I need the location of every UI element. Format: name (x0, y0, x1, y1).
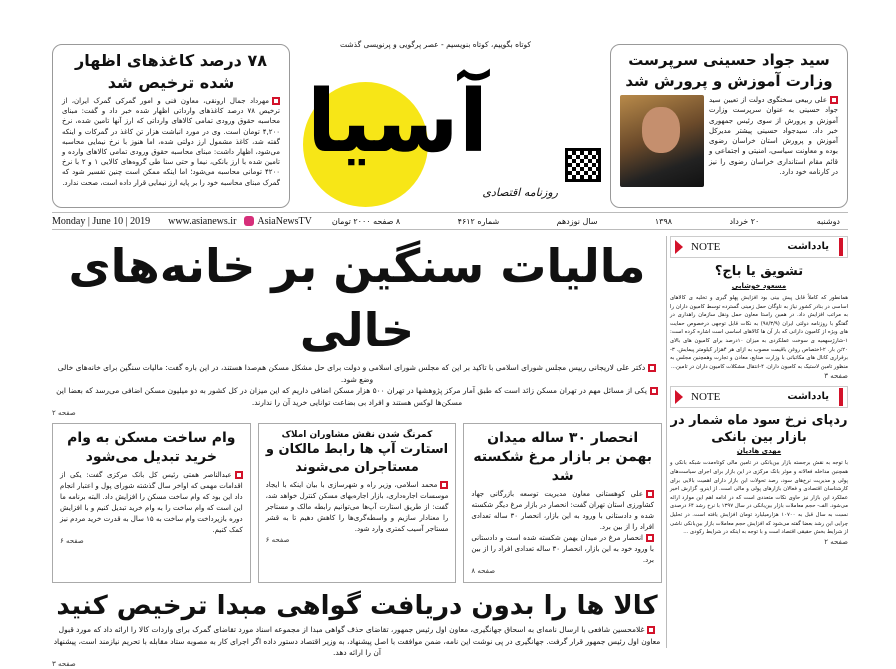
note-author: مهدی هادیان (736, 447, 782, 456)
story-card (258, 423, 457, 583)
top-left-story (52, 44, 290, 208)
story-card (463, 423, 662, 583)
persian-year: ۱۳۹۸ (654, 216, 673, 226)
lead-paragraph: دکتر علی لاریجانی رییس مجلس شورای اسلامی با تاکید بر این که مجلس شورای اسلامی و دولت برای حل مشکل مسکن هم‌صدا هستند، در این باره گفت: مالیات سنگین برای خانه‌های خالی وضع شود. (57, 363, 646, 384)
triangle-icon (675, 390, 683, 404)
story-body: مهرداد جمال ارونقی، معاون فنی و امور گمرکی گمرک ایران، از ترخیص ۷۸ درصد کاغذهای وارداتی اظهار شده خبر داد و گفت: مبنای محاسبه حقوق ورودی تمامی کالاهای وارداتی که ارز آنها تامین شده، نرخ ۴,۲۰۰ تومان است. وی در مورد انباشت هزار تن کاغذ در گمرکات و اینکه گفته شد، کاغذ مشمول ارز دولتی شده، اما هنوز با نرخ نیمایی محاسبه می‌شود، اظهار داشت: مبنای محاسبه حقوق ورودی تمامی کالاهای وارده و تامین شده با ارز بانکی، نیما و حتی سنا طی گروه‌های کالایی ۱ و ۲ با نرخ ۴۲۰۰ تومانی محاسبه می‌شود؛ اما اینکه ممکن است چنین تفسیر شود که گمرک مبنای محاسبه خود را بر پایه ارز نیمایی قرار داده است، صحت ندارد. (62, 97, 280, 187)
note-title: تشویق یا باج؟ (714, 264, 804, 279)
logo: آسیا (306, 72, 489, 172)
dateline (52, 212, 848, 230)
price: ۸ صفحه ۲۰۰۰ تومان (331, 216, 401, 226)
bullet-icon (646, 490, 654, 498)
story-body: محمد اسلامی، وزیر راه و شهرسازی با بیان اینکه با ایجاد موسسات اجاره‌داری، بازار اجاره‌بهای مسکن کنترل خواهد شد، گفت: از طریق استارت آپ‌ها می‌توانیم رابطه مالک و مستاجر را معنادار سازیم و واسطه‌گری‌ها را کاهش دهیم تا به قشر مستاجر آسیب کمتری وارد شود. (265, 481, 449, 533)
note-header (670, 386, 848, 408)
story-title: انحصار ۳۰ ساله میدان بهمن بر بازار مرغ شکسته شد (473, 430, 652, 484)
bottom-headline: کالا ها را بدون دریافت گواهی مبدا ترخیص کنید (56, 591, 658, 621)
page-ref: صفحه ۲ (52, 409, 76, 417)
bottom-paragraph: غلامحسین شافعی با ارسال نامه‌ای به اسحاق جهانگیری، معاون اول رئیس جمهور، تقاضای حذف گواهی مبدا از مجموعه اسناد مورد تقاضای گمرک برای واردات کالا را ارائه داد که مورد قبول معاون اول رئیس جمهور قرار گرفت. جهانگیری در پی نوشت این نامه، ضمن موافقت با اصل پیشنهاد، به وزیر اقتصاد دستور داده اگر اجرای کار به مصوبه ستاد مقابله با تحریم نیازمند است، پیشنهاد آن را ارائه دهد. (53, 625, 661, 657)
story-title: سید جواد حسینی سرپرست وزارت آموزش و پرورش شد (625, 51, 833, 90)
story-kicker: کمرنگ شدن نقش مشاوران املاک (281, 430, 433, 440)
bottom-story (52, 588, 662, 669)
lead-paragraph: یکی از مسائل مهم در تهران مسکن زائد است که طبق آمار مرکز پژوهشها در تهران ۵۰۰ هزار مسکن اضافی داریم که این میزان در کل کشور به دو میلیون مسکن اضافی می‌رسد که بعضا این مسکن‌ها لوکس هستند و افراد بی بضاعت توانایی خرید آن را ندارند. (56, 386, 647, 407)
note-author: مسعود خوشابی (731, 282, 787, 290)
volume: سال نوزدهم (556, 216, 598, 226)
bullet-icon (440, 481, 448, 489)
note-label-en: NOTE (691, 391, 721, 404)
instagram-icon (244, 216, 254, 226)
note-label: یادداشت (787, 388, 843, 406)
note-title: ردپای نرخ سود ماه شمار در بازار بین بانکی (670, 413, 848, 446)
triangle-icon (675, 240, 683, 254)
website-link[interactable]: www.asianews.ir (168, 215, 237, 227)
bullet-icon (648, 364, 656, 372)
story-title: استارت آپ ها رابط مالکان و مستاجران می‌شوند (265, 442, 449, 475)
bullet-icon (650, 387, 658, 395)
bullet-icon (646, 534, 654, 542)
note-label: یادداشت (787, 238, 843, 256)
page-ref: صفحه ۳ (824, 372, 848, 381)
instagram-handle[interactable]: AsiaNewsTV (257, 215, 312, 227)
lead-headline: مالیات سنگین بر خانه‌های خالی (68, 239, 646, 357)
lead-story (52, 234, 662, 418)
english-date: Monday | June 10 | 2019 (52, 215, 151, 227)
page-ref: صفحه ۲ (824, 537, 848, 546)
story-title: وام ساخت مسکن به وام خرید تبدیل می‌شود (67, 430, 236, 465)
qr-code-icon (565, 148, 601, 182)
note-header (670, 236, 848, 258)
note-body: همانطور که کاملاً قابل پیش بینی بود افزایش پهلو گیری و تخلیه ی کالاهای اساسی در بنادر کشور نیاز به ناوگان حمل زمینی گسترده توسط کامیون داران را به مراتب افزایش داد. در همین راستا معاون حمل ونقل سازمان راهداری در گفتگو با روزنامه دولتی ایران (۹۸/۳/۹) به نکات قابل توجهی درخصوص حمایت های ویژه از کامیون دارانی که بار آن ها کالاهای اساسی است اشاره کرده است: ۱-شارژسهمیه ی سوخت عملکردی به میزان ۱۰درصد برای کامیون های بالای ۲۰تن بار. ۲-اختصاص روغن باقیمت مصوب به ازای هر ۴هزار کیلومتر پیمایش. ۳-برقراری کانال های مکاتباتی با وزارت صنایع، معادن و تجارت وهمچنین مجلس به منظور تامین لاستیک به کامیون داران. ۴-انتقال مشکلات کامیون داران در تامین... (670, 295, 848, 370)
stories-row (52, 423, 662, 583)
page-ref: صفحه ۳ (52, 659, 76, 668)
portrait-photo (620, 95, 704, 187)
issue-number: شماره ۴۶۱۲ (457, 216, 500, 226)
story-body: انحصار مرغ در میدان بهمن شکسته شده است و دادستانی با ورود خود به این بازار، انحصار ۳۰ ساله تعدادی افراد را از بین برد. (471, 534, 654, 564)
logo-subtitle: روزنامه اقتصادی (482, 186, 558, 199)
story-body: علی کوهستانی معاون مدیریت توسعه بازرگانی جهاد کشاورزی استان تهران گفت: انحصار در بازار مرغ دیگر شکسته شده و دادستانی با ورود به این بازار، انحصار ۳۰ ساله تعدادی افراد را از بین برد. (471, 490, 654, 531)
main-column (52, 234, 662, 669)
story-card (52, 423, 251, 583)
note-body: با توجه به نقش برجسته بازار بین‌بانکی در تامین مالی کوتاه‌مدت شبکه بانکی و همچنین مداخله فعالانه و موثر بانک مرکزی در این بازار برای اجرای سیاست‌های پولی و مدیریت نرخ‌های سود، رصد تحولات این بازار دارای اهمیت بالایی برای کارشناسان اقتصادی و فعالان بازارهای پولی و مالی است. از اینرو، گزارش اخیر عملکرد این بازار نیز حاوی نکات متعددی است که در ادامه اهم این موارد ارائه می‌شود. الف- حجم معاملات بازار بین‌بانکی در سال ۱۳۹۷ با نرخ رشد ۶۴ درصدی نسبت به سال قبل به ۱۰۷۰۰ هزارمیلیارد تومان افزایش یافته است. در تحلیل چرایی این رشد بعضا گفته می‌شود که افزایش حجم معاملات بازار بین‌بانکی ناشی از شرایط بخش حقیقی اقتصاد است و با توجه به اینکه در شرایط رکودی ... (670, 460, 848, 536)
bullet-icon (235, 471, 243, 479)
note-column (670, 236, 848, 547)
note-label-en: NOTE (691, 241, 721, 253)
weekday: دوشنبه (816, 216, 840, 226)
story-body: علی ربیعی سخنگوی دولت از تعیین سید جواد حسینی به عنوان سرپرست وزارت آموزش و پرورش از سوی رئیس جمهوری خبر داد. سیدجواد حسینی پیشتر مدیرکل آموزش و پرورش استان خراسان رضوی بوده و معاونت سیاسی، امنیتی و اجتماعی و قائم مقام استانداری خراسان رضوی را نیز در کارنامه خود دارد. (709, 96, 838, 177)
persian-date: ۲۰ خرداد (729, 216, 760, 226)
top-right-story (610, 44, 848, 208)
column-divider (666, 236, 667, 648)
page-ref: صفحه ۶ (59, 537, 84, 545)
bullet-icon (272, 97, 280, 105)
story-body: عبدالناصر همتی رئیس کل بانک مرکزی گفت: یکی از اقدامات مهمی که اواخر سال گذشته شورای پول و اعتبار انجام داد این بود که وام ساخت مسکن را افزایش داد. البته برنامه ما این است که وام ساخت را به وام خرید تبدیل کنیم و با افزایش دوره بازپرداخت وام ساخت به ۱۵ سال به قدرت خرید مردم نیز کمک کنیم. (59, 471, 243, 534)
tagline: کوتاه بگوییم، کوتاه بنویسیم - عصر پرگویی و پرنویسی گذشت (340, 40, 531, 49)
bullet-icon (647, 626, 655, 634)
page-ref: صفحه ۸ (471, 567, 496, 575)
story-title: ۷۸ درصد کاغذهای اظهار شده ترخیص شد (75, 51, 267, 92)
bullet-icon (830, 96, 838, 104)
page-ref: صفحه ۶ (265, 536, 290, 544)
